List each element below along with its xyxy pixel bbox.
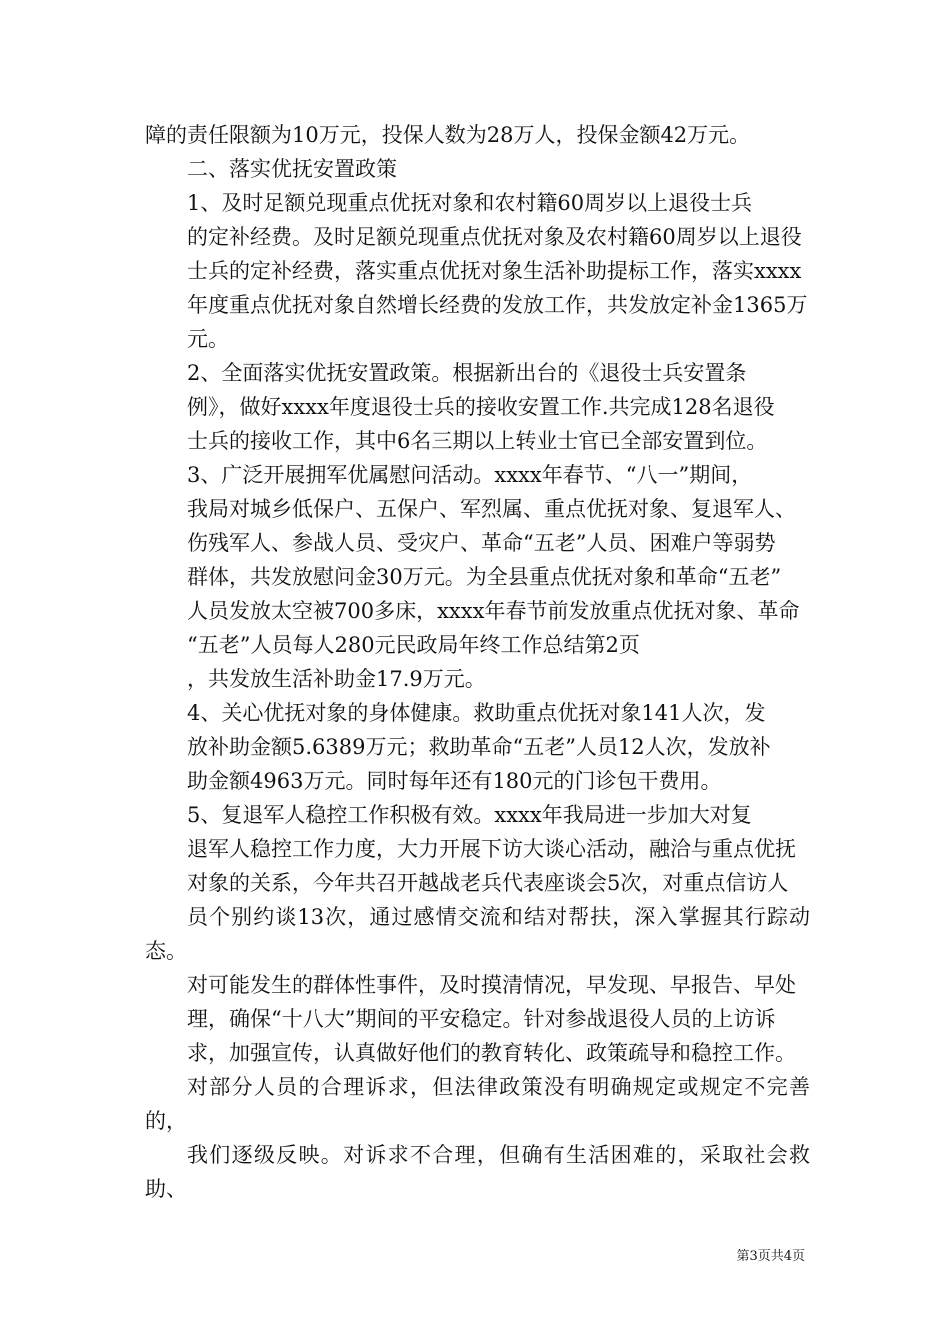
paragraph [145,152,810,186]
text-line: 对象的关系，今年共召开越战老兵代表座谈会5次，对重点信访人 [187,871,789,895]
text-line: 2、全面落实优抚安置政策。根据新出台的《退役士兵安置条 [187,361,747,385]
text-line: 求，加强宣传，认真做好他们的教育转化、政策疏导和稳控工作。 [187,1041,796,1065]
text-line: 5、复退军人稳控工作积极有效。xxxx年我局进一步加大对复 [187,803,752,827]
paragraph [145,696,810,798]
paragraph [145,662,810,696]
paragraph [145,356,810,458]
text-line: 对可能发生的群体性事件，及时摸清情况，早发现、早报告、早处 [187,973,796,997]
text-line: 群体，共发放慰问金30万元。为全县重点优抚对象和革命“五老” [187,565,782,589]
paragraph [145,186,810,356]
text-line: 的定补经费。及时足额兑现重点优抚对象及农村籍60周岁以上退役 [187,225,802,249]
text-line: “五老”人员每人280元民政局年终工作总结第2页 [187,633,640,657]
text-line: 退军人稳控工作力度，大力开展下访大谈心活动，融洽与重点优抚 [187,837,796,861]
text-line: 士兵的接收工作，其中6名三期以上转业士官已全部安置到位。 [187,429,768,453]
text-line: 人员发放太空被700多床，xxxx年春节前发放重点优抚对象、革命 [187,599,800,623]
text-line: 二、落实优抚安置政策 [187,157,397,181]
text-line: 伤残军人、参战人员、受灾户、革命“五老”人员、困难户等弱势 [187,531,776,555]
text-line: 1、及时足额兑现重点优抚对象和农村籍60周岁以上退役士兵 [187,191,753,215]
text-line: 放补助金额5.6389万元；救助革命“五老”人员12人次，发放补 [187,735,771,759]
text-line: 对部分人员的合理诉求，但法律政策没有明确规定或规定不完善的， [145,1075,810,1133]
page-number: 第3页共4页 [736,1249,805,1264]
text-line: 我们逐级反映。对诉求不合理，但确有生活困难的，采取社会救助、 [145,1143,810,1201]
text-line: 员个别约谈13次，通过感情交流和结对帮扶，深入掌握其行踪动态。 [145,905,810,963]
paragraph [145,458,810,662]
text-line: 理，确保“十八大”期间的平安稳定。针对参战退役人员的上访诉 [187,1007,776,1031]
text-line: 例》，做好xxxx年度退役士兵的接收安置工作.共完成128名退役 [187,395,775,419]
text-line: ，共发放生活补助金17.9万元。 [187,667,486,691]
paragraph [145,118,810,152]
paragraph [145,798,810,1206]
text-line: 4、关心优抚对象的身体健康。救助重点优抚对象141人次，发 [187,701,766,725]
text-line: 年度重点优抚对象自然增长经费的发放工作，共发放定补金1365万 [187,293,808,317]
text-line: 我局对城乡低保户、五保户、军烈属、重点优抚对象、复退军人、 [187,497,796,521]
text-line: 助金额4963万元。同时每年还有180元的门诊包干费用。 [187,769,722,793]
document-body [145,118,810,1206]
text-line: 元。 [187,327,229,351]
text-line: 士兵的定补经费，落实重点优抚对象生活补助提标工作，落实xxxx [187,259,802,283]
text-line: 障的责任限额为10万元，投保人数为28万人，投保金额42万元。 [145,123,751,147]
text-line: 3、广泛开展拥军优属慰问活动。xxxx年春节、“八一”期间， [187,463,753,487]
